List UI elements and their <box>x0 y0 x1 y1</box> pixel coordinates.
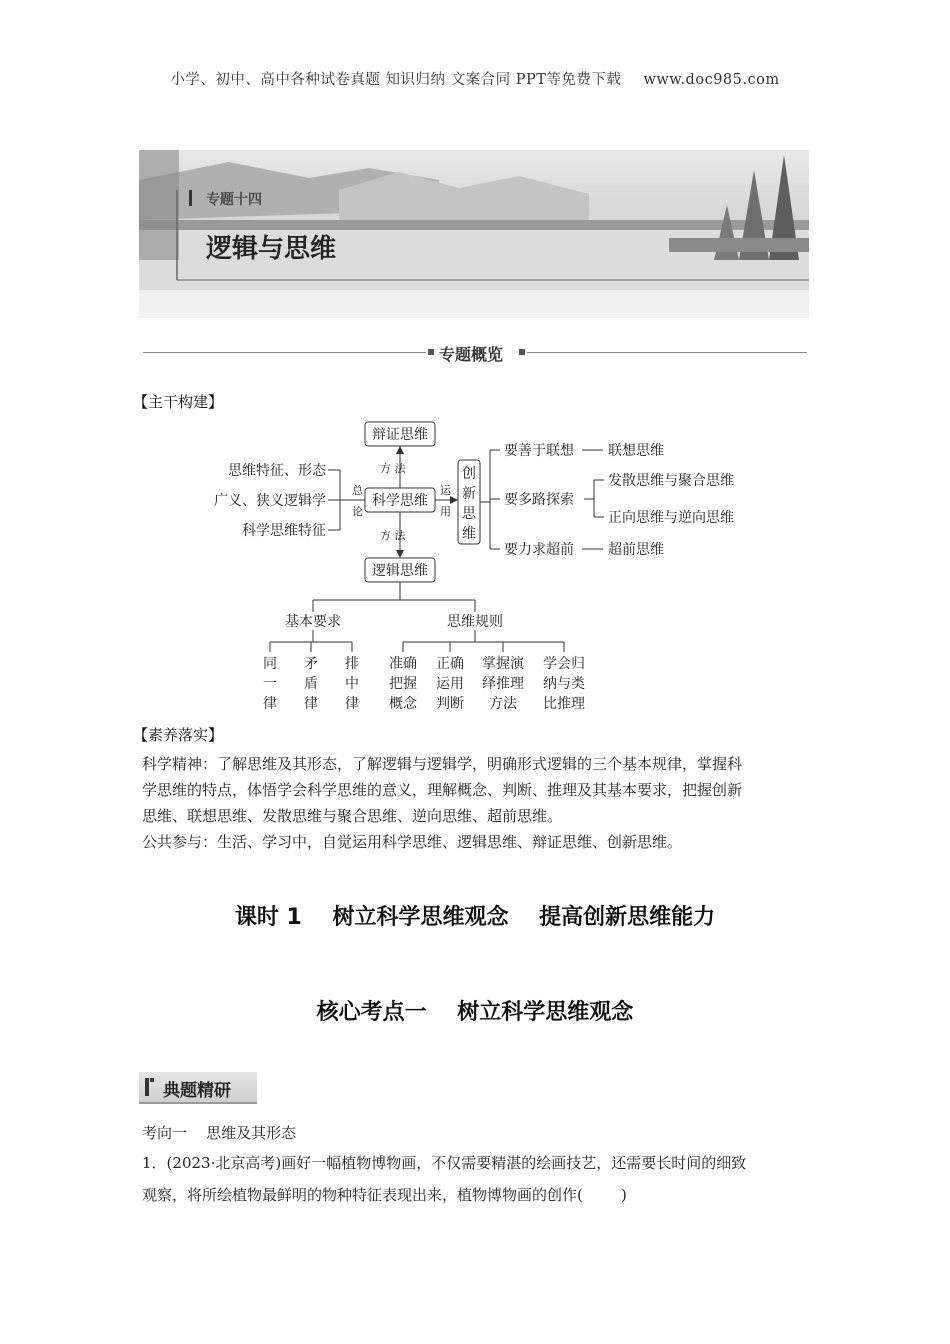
basic-1-3: 律 <box>263 696 277 712</box>
overview-title: 专题概览 <box>439 345 504 364</box>
branch-label-1: 要善于联想 <box>504 443 574 459</box>
connector-lun: 论 <box>352 505 363 518</box>
apply-yun: 运 <box>440 484 451 497</box>
rule-4-3: 比推理 <box>543 696 585 712</box>
arrow-right <box>450 496 458 504</box>
literacy-line-2: 学思维的特点，体悟学会科学思维的意义，理解概念、判断、推理及其基本要求，把握创新 <box>142 781 743 799</box>
tag-corner-icon <box>150 1078 154 1082</box>
node-center: 科学思维 <box>372 493 428 509</box>
node-dialectical: 辩证思维 <box>372 427 428 443</box>
basic-3-3: 律 <box>345 696 359 712</box>
question-line-2: 观察，将所绘植物最鲜明的物种特征表现出来，植物博物画的创作( ) <box>142 1186 627 1204</box>
literacy-line-4: 公共参与：生活、学习中，自觉运用科学思维、逻辑思维、辩证思维、创新思维。 <box>142 833 683 851</box>
literacy-text <box>142 751 822 855</box>
basic-2-2: 盾 <box>304 676 318 692</box>
banner-subtitle: 专题十四 <box>206 192 262 208</box>
creative-char-4: 维 <box>462 526 476 542</box>
direction-title: 考向一 思维及其形态 <box>142 1124 297 1142</box>
header-text: 小学、初中、高中各种试卷真题 知识归纳 文案合同 PPT等免费下载 <box>170 72 622 88</box>
basic-2-1: 矛 <box>304 656 318 672</box>
connector-zong: 总 <box>352 484 363 497</box>
section-tag <box>139 1072 257 1104</box>
literacy-line-1: 科学精神：了解思维及其形态，了解逻辑与逻辑学，明确形式逻辑的三个基本规律，掌握科 <box>142 755 743 773</box>
apply-yong: 用 <box>440 505 451 518</box>
rule-3-3: 方法 <box>489 696 517 712</box>
section-label-literacy: 【素养落实】 <box>133 726 224 744</box>
question-line-1: 1．(2023·北京高考)画好一幅植物博物画，不仅需要精湛的绘画技艺，还需要长时间的细致 <box>142 1154 747 1172</box>
rule-2-3: 判断 <box>436 696 464 712</box>
tag-bar-icon <box>145 1078 149 1096</box>
basic-label: 基本要求 <box>285 614 341 630</box>
lesson-title: 课时 1 树立科学思维观念 提高创新思维能力 <box>234 905 716 930</box>
rule-2-1: 正确 <box>436 656 464 672</box>
core-title: 核心考点一 树立科学思维观念 <box>316 1000 634 1025</box>
basic-3-1: 排 <box>345 656 359 672</box>
rule-1-3: 概念 <box>389 696 417 712</box>
creative-char-3: 思 <box>462 506 476 522</box>
section-label-structure: 【主干构建】 <box>133 393 224 411</box>
left-item-3: 科学思维特征 <box>242 523 326 539</box>
basic-3-2: 中 <box>345 676 359 692</box>
left-item-1: 思维特征、形态 <box>228 463 326 479</box>
rule-2-2: 运用 <box>436 676 464 692</box>
method-bottom: 方 法 <box>380 529 406 542</box>
left-item-2: 广义、狭义逻辑学 <box>214 493 326 509</box>
question-block <box>142 1147 822 1211</box>
arrow-down <box>396 550 404 558</box>
literacy-line-3: 思维、联想思维、发散思维与聚合思维、逆向思维、超前思维。 <box>142 807 563 825</box>
rule-3-2: 绎推理 <box>482 676 524 692</box>
creative-char-2: 新 <box>462 486 476 502</box>
branch-label-2: 要多路探索 <box>504 492 574 508</box>
node-logical: 逻辑思维 <box>372 563 428 579</box>
branch-label-3: 要力求超前 <box>504 542 574 558</box>
basic-1-1: 同 <box>263 656 277 672</box>
basic-1-2: 一 <box>263 676 277 692</box>
branch-target-1: 联想思维 <box>608 443 664 459</box>
rule-3-1: 掌握演 <box>482 656 524 672</box>
header-site[interactable]: www.doc985.com <box>643 72 780 88</box>
rules-label: 思维规则 <box>447 614 503 630</box>
rule-4-1: 学会归 <box>543 656 585 672</box>
method-top: 方 法 <box>380 462 406 475</box>
rule-1-2: 把握 <box>389 676 417 692</box>
tag-label: 典题精研 <box>163 1081 231 1101</box>
banner-title: 逻辑与思维 <box>206 234 337 264</box>
rule-1-1: 准确 <box>389 656 417 672</box>
branch-target-2b: 正向思维与逆向思维 <box>608 510 734 526</box>
rule-4-2: 纳与类 <box>543 676 585 692</box>
creative-char-1: 创 <box>462 466 476 482</box>
branch-target-2a: 发散思维与聚合思维 <box>608 473 734 489</box>
arrow-up <box>396 446 404 454</box>
branch-target-3: 超前思维 <box>608 542 664 558</box>
basic-2-3: 律 <box>304 696 318 712</box>
